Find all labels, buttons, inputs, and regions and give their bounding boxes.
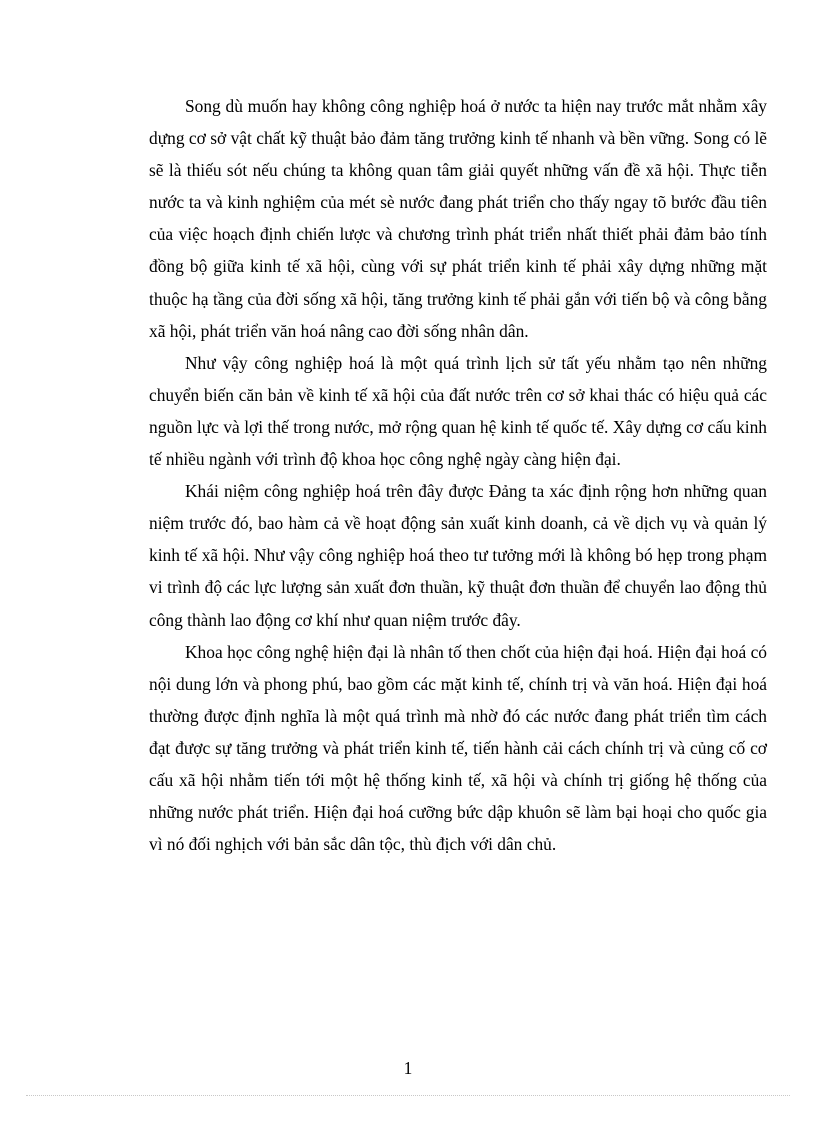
page-footer-divider: [26, 1095, 790, 1096]
paragraph-3: Khái niệm công nghiệp hoá trên đây được Đảng ta xác định rộng hơn những quan niệm trước đó, bao hàm cả về hoạt động sản xuất kinh doanh, cả về dịch vụ và quản lý kinh tế xã hội. Như vậy công nghiệp hoá theo tư tưởng mới là không bó hẹp trong phạm vi trình độ các lực lượng sản xuất đơn thuần, kỹ thuật đơn thuần để chuyển lao động thủ công thành lao động cơ khí như quan niệm trước đây.: [149, 481, 767, 630]
paragraph-4: Khoa học công nghệ hiện đại là nhân tố then chốt của hiện đại hoá. Hiện đại hoá có nội dung lớn và phong phú, bao gồm các mặt kinh tế, chính trị và văn hoá. Hiện đại hoá thường được định nghĩa là một quá trình mà nhờ đó các nước đang phát triển tìm cách đạt được sự tăng trưởng và phát triển kinh tế, tiến hành cải cách chính trị và củng cố cơ cấu xã hội nhằm tiến tới một hệ thống kinh tế, xã hội và chính trị giống hệ thống của những nước phát triển. Hiện đại hoá cưỡng bức dập khuôn sẽ làm bại hoại cho quốc gia vì nó đối nghịch với bản sắc dân tộc, thù địch với dân chủ.: [149, 641, 767, 855]
paragraph-1: Song dù muốn hay không công nghiệp hoá ở nước ta hiện nay trước mắt nhằm xây dựng cơ sở vật chất kỹ thuật bảo đảm tăng trưởng kinh tế nhanh và bền vững. Song có lẽ sẽ là thiếu sót nếu chúng ta không quan tâm giải quyết những vấn đề xã hội. Thực tiễn nước ta và kinh nghiệm của mét sè nước đang phát triển cho thấy ngay tõ bước đầu tiên của việc hoạch định chiến lược và chương trình phát triển nhất thiết phải đảm bảo tính đồng bộ giữa kinh tế xã hội, cùng với sự phát triển kinh tế phải xây dựng những mặt thuộc hạ tầng của đời sống xã hội, tăng trưởng kinh tế phải gắn với tiến bộ và công bằng xã hội, phát triển văn hoá nâng cao đời sống nhân dân.: [149, 96, 767, 341]
page-number: 1: [403, 1058, 413, 1078]
paragraph-2: Như vậy công nghiệp hoá là một quá trình lịch sử tất yếu nhằm tạo nên những chuyển biến căn bản về kinh tế xã hội của đất nước trên cơ sở khai thác có hiệu quả các nguồn lực và lợi thế trong nước, mở rộng quan hệ kinh tế quốc tế. Xây dựng cơ cấu kinh tế nhiều ngành với trình độ khoa học công nghệ ngày càng hiện đại.: [149, 352, 767, 470]
body-text: [149, 90, 767, 860]
